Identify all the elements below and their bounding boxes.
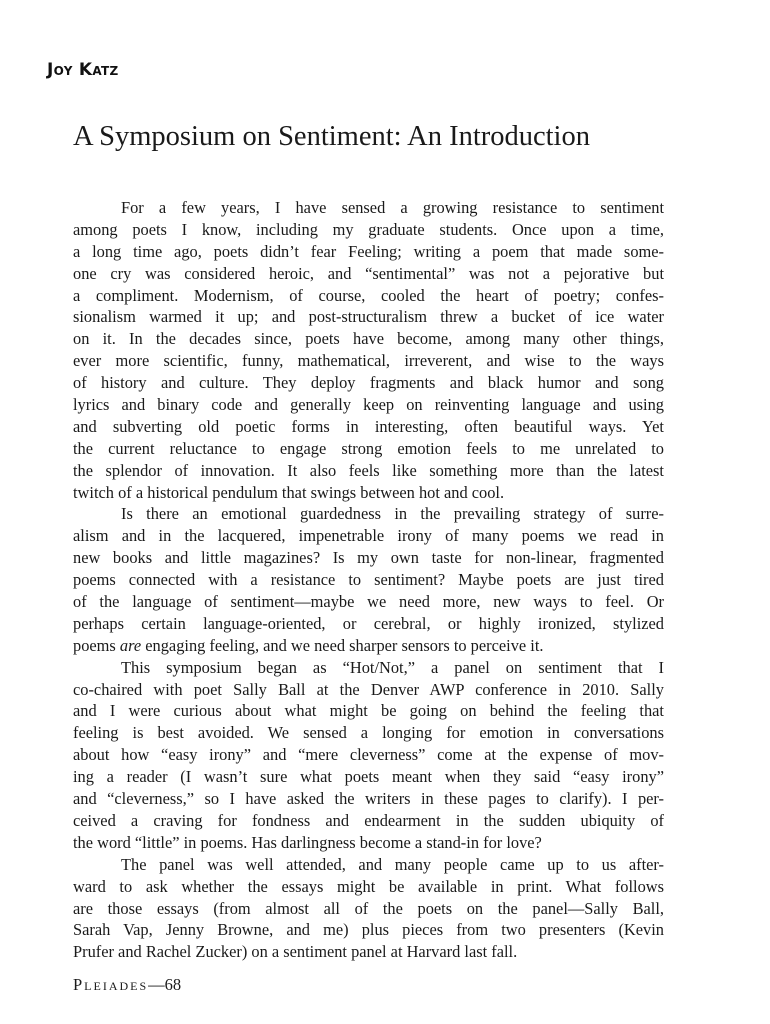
body-line: the word “little” in poems. Has darlingness become a stand-in for love? — [73, 832, 542, 852]
body-line: This symposium began as “Hot/Not,” a panel on sentiment that I — [121, 657, 664, 677]
body-line: a long time ago, poets didn’t fear Feeling; writing a poem that made some- — [73, 241, 664, 261]
page-number: 68 — [164, 975, 182, 994]
italic-word: are — [119, 635, 142, 655]
body-line: Prufer and Rachel Zucker) on a sentiment panel at Harvard last fall. — [73, 942, 518, 962]
article-title: A Symposium on Sentiment: An Introduction — [73, 121, 590, 152]
body-line: the current reluctance to engage strong emotion feels to me unrelated to — [73, 438, 664, 458]
body-line: feeling is best avoided. We sensed a longing for emotion in conversations — [73, 723, 664, 743]
body-line: and I were curious about what might be going on behind the feeling that — [73, 701, 664, 721]
body-line: co-chaired with poet Sally Ball at the Denver AWP conference in 2010. Sally — [73, 679, 664, 699]
body-line: the splendor of innovation. It also feels like something more than the latest — [73, 460, 664, 480]
body-line: a compliment. Modernism, of course, cooled the heart of poetry; confes- — [73, 285, 664, 305]
body-line: of the language of sentiment—maybe we need more, new ways to feel. Or — [73, 592, 664, 612]
article-body — [73, 197, 664, 963]
body-line: ward to ask whether the essays might be available in print. What follows — [73, 876, 664, 896]
body-line-prefix: poems — [73, 635, 120, 655]
body-line: The panel was well attended, and many people came up to us after- — [121, 854, 664, 874]
body-line: among poets I know, including my graduate students. Once upon a time, — [73, 219, 664, 239]
body-line: For a few years, I have sensed a growing resistance to sentiment — [121, 198, 664, 217]
body-line: new books and little magazines? Is my own taste for non-linear, fragmented — [73, 548, 664, 568]
body-line: Sarah Vap, Jenny Browne, and me) plus pieces from two presenters (Kevin — [73, 920, 664, 940]
body-line: lyrics and binary code and generally keep on reinventing language and using — [73, 395, 664, 415]
page-footer — [73, 975, 181, 995]
body-line: on it. In the decades since, poets have become, among many other things, — [73, 329, 664, 349]
body-line: twitch of a historical pendulum that swings between hot and cool. — [73, 482, 505, 502]
body-line — [73, 635, 664, 657]
author-name: Joy Katz — [47, 60, 119, 80]
body-line-suffix: engaging feeling, and we need sharper sensors to perceive it. — [141, 635, 544, 655]
body-line: Is there an emotional guardedness in the prevailing strategy of surre- — [121, 504, 664, 524]
footer-separator: — — [148, 975, 165, 994]
body-line: of history and culture. They deploy fragments and black humor and song — [73, 373, 664, 393]
publication-name: Pleiades — [73, 975, 149, 994]
body-line: alism and in the lacquered, impenetrable irony of many poems we read in — [73, 526, 664, 546]
body-line: perhaps certain language-oriented, or cerebral, or highly ironized, stylized — [73, 613, 664, 633]
body-line: about how “easy irony” and “mere cleverness” come at the expense of mov- — [73, 745, 664, 765]
body-line: and subverting old poetic forms in interesting, often beautiful ways. Yet — [73, 416, 664, 436]
body-line: ever more scientific, funny, mathematical, irreverent, and wise to the ways — [73, 351, 664, 371]
body-line: and “cleverness,” so I have asked the writers in these pages to clarify). I per- — [73, 789, 664, 809]
body-line: one cry was considered heroic, and “sentimental” was not a pejorative but — [73, 263, 664, 283]
body-line: ing a reader (I wasn’t sure what poets meant when they said “easy irony” — [73, 767, 664, 787]
body-line: are those essays (from almost all of the poets on the panel—Sally Ball, — [73, 898, 664, 918]
body-line: poems connected with a resistance to sentiment? Maybe poets are just tired — [73, 570, 664, 590]
body-line: ceived a craving for fondness and endearment in the sudden ubiquity of — [73, 810, 664, 830]
body-line: sionalism warmed it up; and post-structuralism threw a bucket of ice water — [73, 307, 664, 327]
